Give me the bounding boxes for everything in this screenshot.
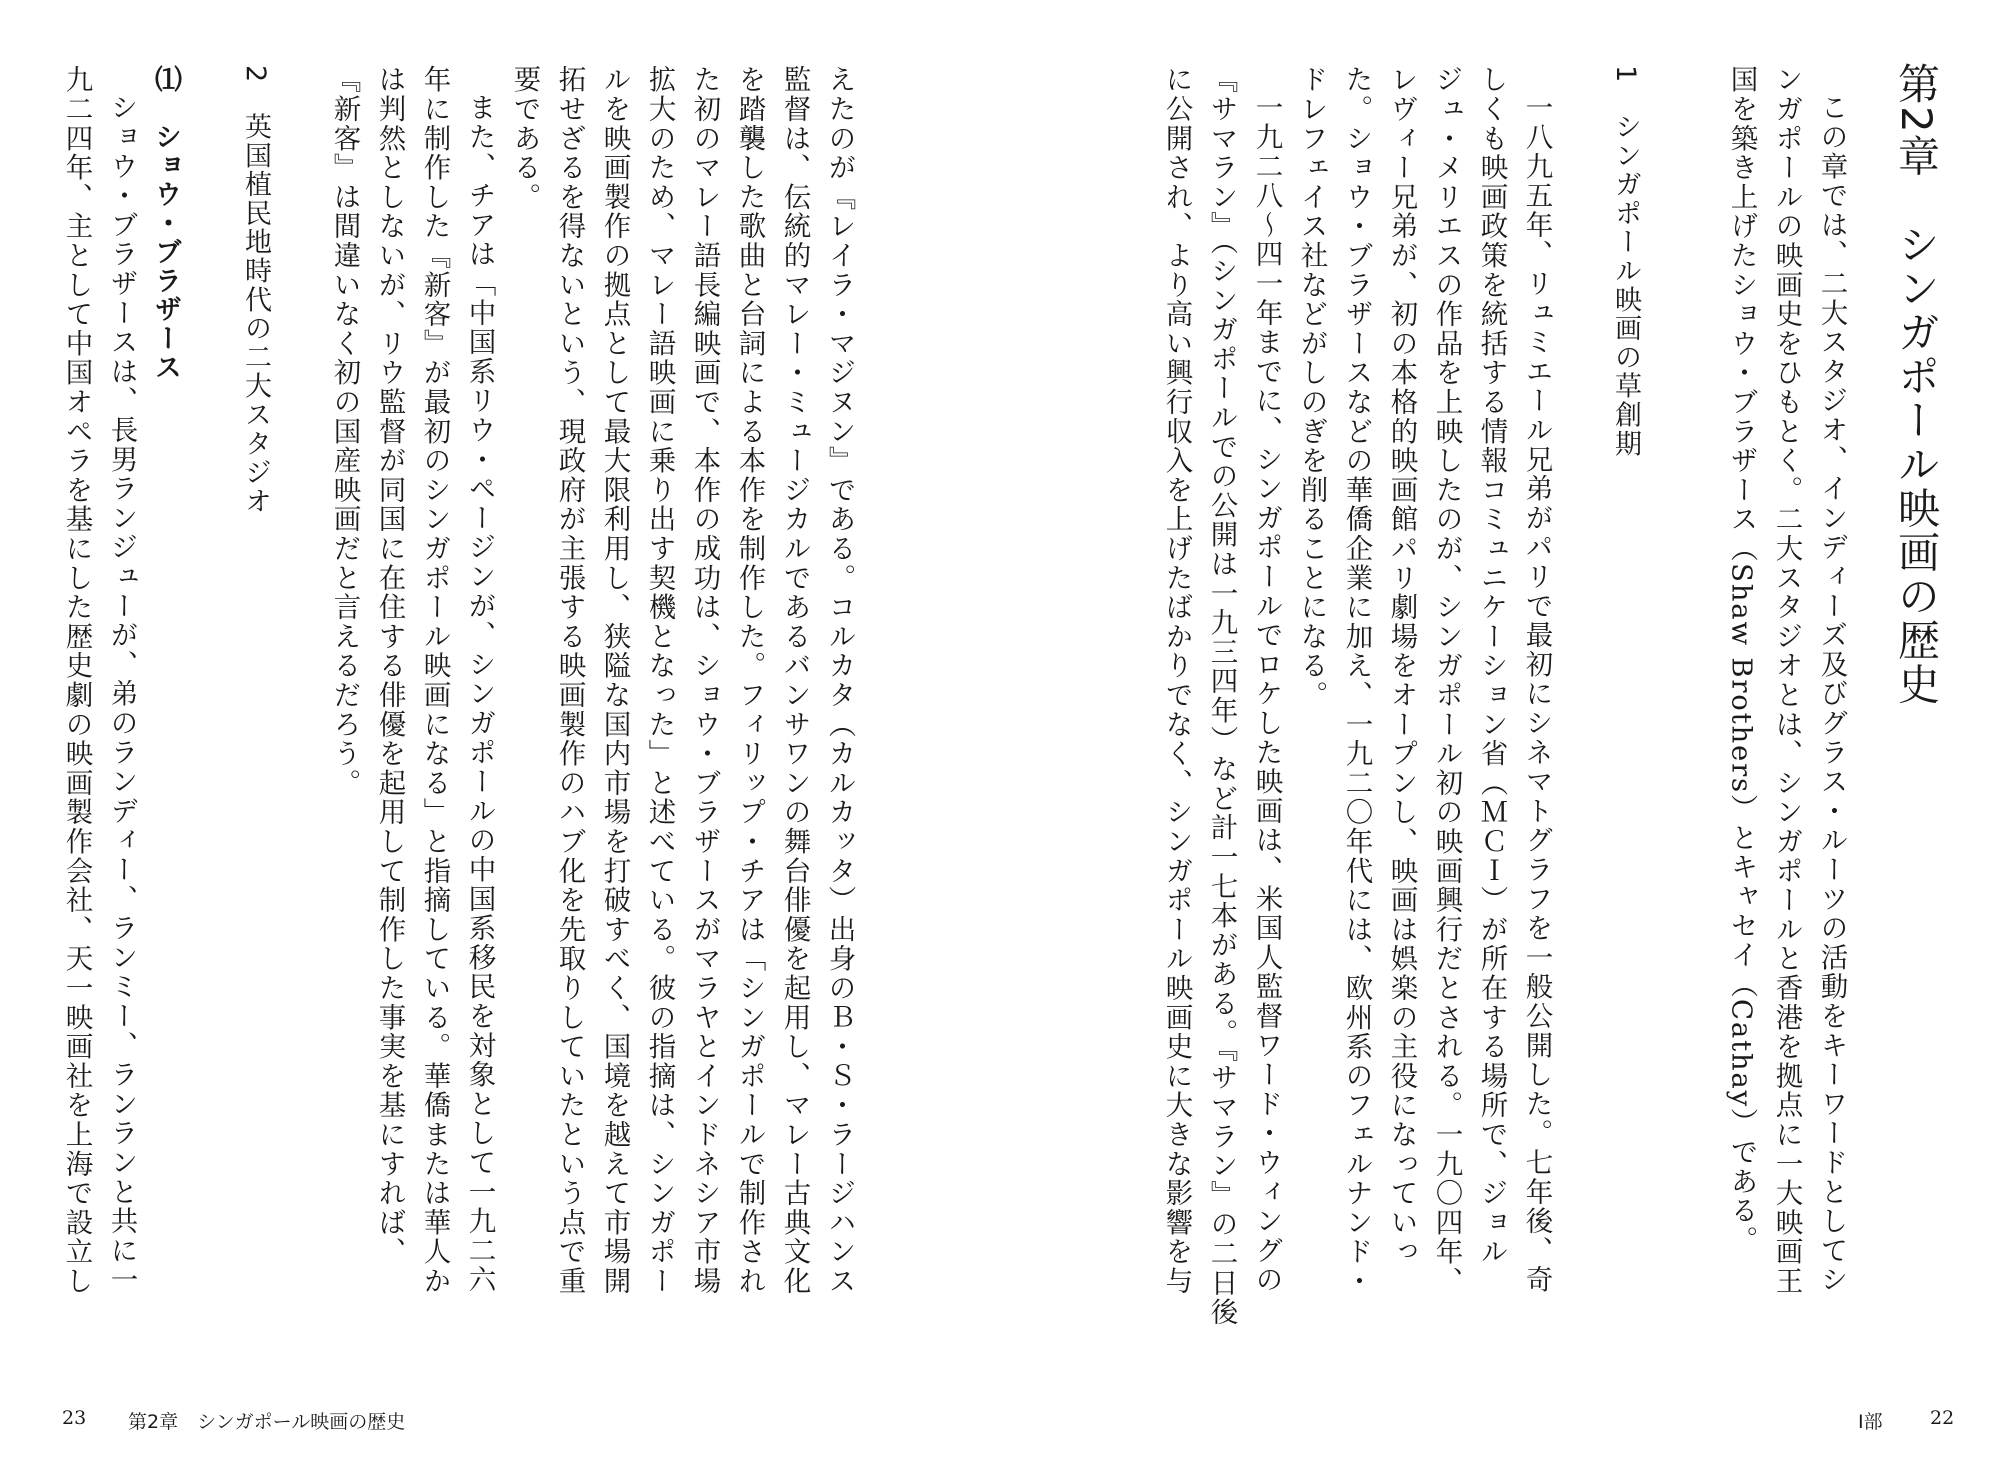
body-line-r1: 一八九五年、リュミエール兄弟がパリで最初にシネマトグラフを一般公開した。七年後、奇 <box>1520 93 1553 1295</box>
body-line-l8: 要である。 <box>508 65 541 212</box>
body-line-l9: また、チアは「中国系リウ・ページンが、シンガポールの中国系移民を対象として一九二六 <box>463 93 496 1295</box>
body-line-r8: 『サマラン』（シンガポールでの公開は一九三四年）など計一七本がある。『サマラン』の二日後 <box>1205 65 1238 1327</box>
intro-line-3: 国を築き上げたショウ・ブラザース（Shaw Brothers）とキャセイ（Cathay）である。 <box>1725 65 1758 1255</box>
body-line-r6: ドレフェイス社などがしのぎを削ることになる。 <box>1295 65 1328 710</box>
body-line-l2: 監督は、伝統的マレー・ミュージカルであるバンサワンの舞台俳優を起用し、マレー古典文化 <box>778 65 811 1296</box>
body-line-l1: えたのが『レイラ・マジヌン』である。コルカタ（カルカッタ）出身のＢ・Ｓ・ラージハンス <box>823 65 856 1296</box>
body-line-r2: しくも映画政策を統括する情報コミュニケーション省（ＭＣＩ）が所在する場所で、ジョル <box>1475 65 1508 1267</box>
folio-left: 23 <box>62 1407 87 1429</box>
body-line-r4: レヴィー兄弟が、初の本格的映画館パリ劇場をオープンし、映画は娯楽の主役になっていっ <box>1385 65 1418 1267</box>
chapter-title: 第2章 シンガポール映画の歴史 <box>1892 62 1941 707</box>
body-line-l12: 『新客』は間違いなく初の国産映画だと言えるだろう。 <box>328 65 361 798</box>
folio-right: 22 <box>1930 1407 1955 1429</box>
body-line-r7: 一九二八～四一年までに、シンガポールでロケした映画は、米国人監督ワード・ウィングの <box>1250 93 1283 1295</box>
running-head-right: Ⅰ部 <box>1858 1411 1883 1433</box>
intro-line-1: この章では、二大スタジオ、インディーズ及びグラス・ルーツの活動をキーワードとしてシ <box>1815 93 1848 1295</box>
section-1-heading: 1 シンガポール映画の草創期 <box>1610 65 1641 459</box>
body-line-l14: 九二四年、主として中国オペラを基にした歴史劇の映画製作会社、天一映画社を上海で設立し <box>60 65 93 1296</box>
page-right <box>1000 0 2000 1469</box>
running-head-left: 第2章 シンガポール映画の歴史 <box>128 1411 406 1433</box>
body-line-l6: ルを映画製作の拠点として最大限利用し、狭隘な国内市場を打破すべく、国境を越えて市場開 <box>598 65 631 1296</box>
body-line-r9: に公開され、より高い興行収入を上げたばかりでなく、シンガポール映画史に大きな影響を与 <box>1160 65 1193 1296</box>
body-line-l3: を踏襲した歌曲と台詞による本作を制作した。フィリップ・チアは「シンガポールで制作され <box>733 65 766 1296</box>
body-line-l13: ショウ・ブラザースは、長男ランジューが、弟のランディー、ランミー、ランランと共に一 <box>105 93 138 1295</box>
section-2-heading: 2 英国植民地時代の二大スタジオ <box>240 65 271 516</box>
body-line-l11: は判然としないが、リウ監督が同国に在住する俳優を起用して制作した事実を基にすれば、 <box>373 65 406 1267</box>
subsection-heading: ⑴ ショウ・ブラザース <box>150 65 181 382</box>
body-line-l7: 拓せざるを得ないという、現政府が主張する映画製作のハブ化を先取りしていたという点で重 <box>553 65 586 1296</box>
body-line-r3: ジュ・メリエスの作品を上映したのが、シンガポール初の映画興行だとされる。一九〇四年、 <box>1430 65 1463 1296</box>
intro-line-2: ンガポールの映画史をひもとく。二大スタジオとは、シンガポールと香港を拠点に一大映画王 <box>1770 65 1803 1296</box>
body-line-l5: 拡大のため、マレー語映画に乗り出す契機となった」と述べている。彼の指摘は、シンガポー <box>643 65 676 1296</box>
body-line-l10: 年に制作した『新客』が最初のシンガポール映画になる」と指摘している。華僑または華人か <box>418 65 451 1296</box>
body-line-r5: た。ショウ・ブラザースなどの華僑企業に加え、一九二〇年代には、欧州系のフェルナンド・ <box>1340 65 1373 1296</box>
body-line-l4: た初のマレー語長編映画で、本作の成功は、ショウ・ブラザースがマラヤとインドネシア市場 <box>688 65 721 1296</box>
